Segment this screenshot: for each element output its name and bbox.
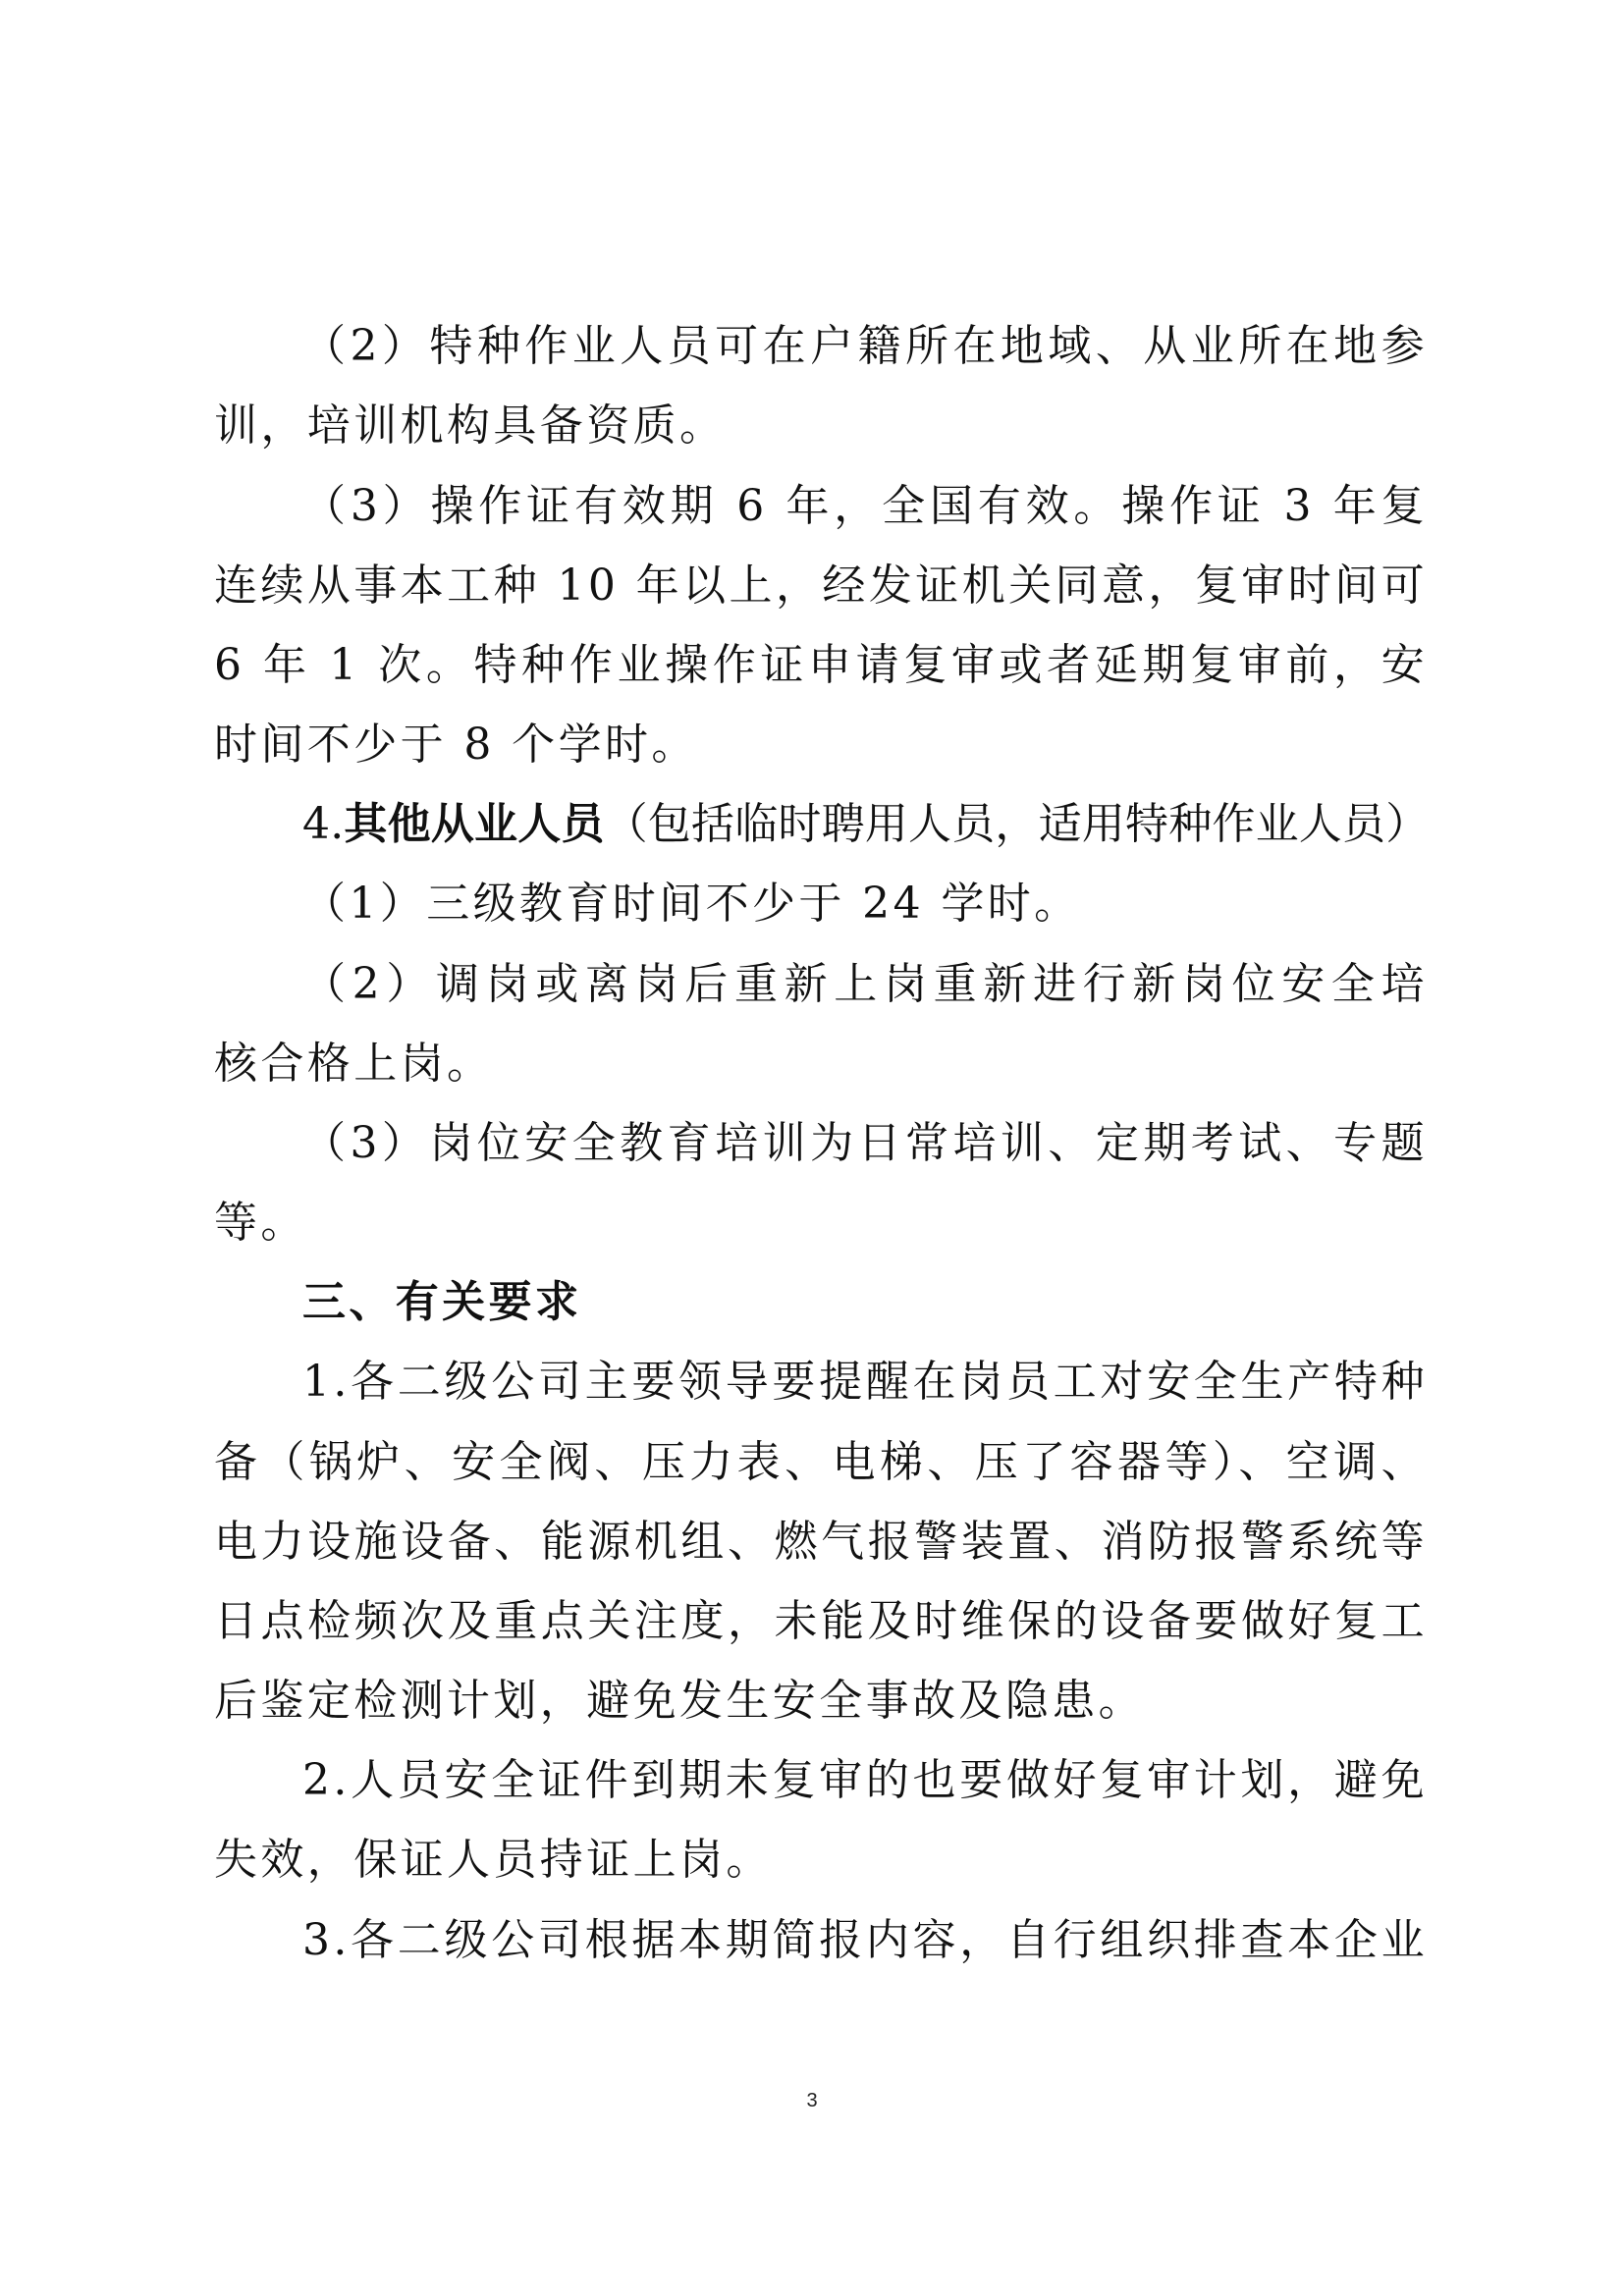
paragraph-line: 1.各二级公司主要领导要提醒在岗员工对安全生产特种: [302, 1357, 1428, 1407]
paragraph-line: 电力设施设备、能源机组、燃气报警装置、消防报警系统等: [214, 1517, 1428, 1567]
page-number: 3: [806, 2090, 818, 2111]
paragraph-line: 时间不少于 8 个学时。: [214, 720, 698, 770]
paragraph-line: 失效，保证人员持证上岗。: [214, 1835, 773, 1885]
paragraph-line: （2）特种作业人员可在户籍所在地域、从业所在地参: [302, 321, 1428, 371]
section-heading: 三、有关要求: [302, 1277, 582, 1327]
paragraph-line: （1）三级教育时间不少于 24 学时。: [302, 879, 1081, 929]
paragraph-line: 6 年 1 次。特种作业操作证申请复审或者延期复审前，安: [214, 640, 1428, 690]
paragraph-line: 后鉴定检测计划，避免发生安全事故及隐患。: [214, 1676, 1145, 1726]
section-4-title: 其他从业人员: [344, 799, 605, 849]
paragraph-line: 训，培训机构具备资质。: [214, 400, 727, 451]
paragraph-line: 连续从事本工种 10 年以上，经发证机关同意，复审时间可: [214, 561, 1428, 611]
paragraph-line: 3.各二级公司根据本期简报内容，自行组织排查本企业: [302, 1915, 1428, 1965]
paragraph-line: （3）操作证有效期 6 年，全国有效。操作证 3 年复: [302, 481, 1428, 531]
paragraph-line: 日点检频次及重点关注度，未能及时维保的设备要做好复工: [214, 1596, 1428, 1646]
paragraph-line: 等。: [214, 1198, 307, 1248]
paragraph-line: 2.人员安全证件到期未复审的也要做好复审计划，避免: [302, 1755, 1428, 1805]
section-4-number: 4.: [302, 799, 345, 849]
paragraph-line: 核合格上岗。: [214, 1039, 494, 1089]
section-4-note: （包括临时聘用人员，适用特种作业人员）: [604, 799, 1430, 849]
paragraph-line: （3）岗位安全教育培训为日常培训、定期考试、专题: [302, 1118, 1428, 1168]
section-4-line: [302, 798, 1428, 851]
paragraph-line: 备（锅炉、安全阀、压力表、电梯、压了容器等）、空调、: [214, 1437, 1428, 1487]
paragraph-line: （2）调岗或离岗后重新上岗重新进行新岗位安全培: [302, 959, 1428, 1009]
